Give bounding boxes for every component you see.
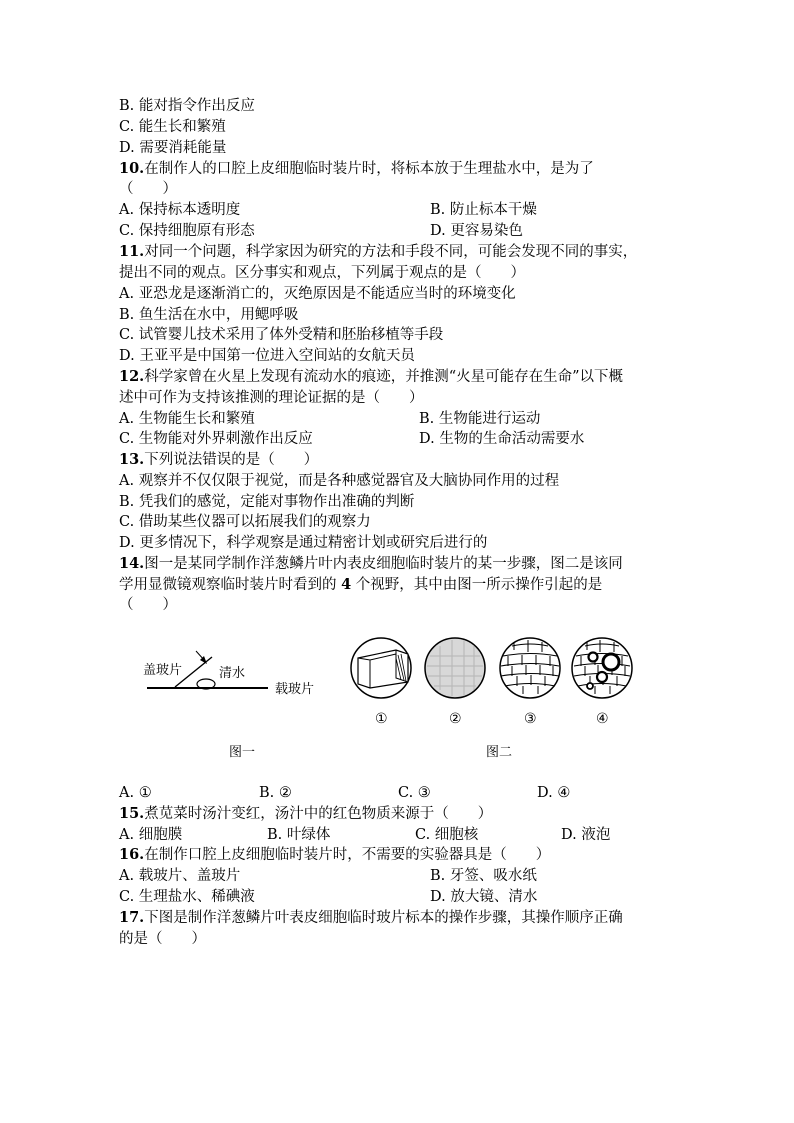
option-a: A. 细胞膜 bbox=[119, 827, 183, 843]
view-circle bbox=[500, 638, 560, 698]
water-label: 清水 bbox=[219, 666, 246, 681]
option-b: B. 防止标本干燥 bbox=[430, 202, 537, 218]
answer-paren: （ ） bbox=[119, 597, 177, 613]
question-text-cont: 的是（ ） bbox=[119, 931, 206, 947]
option-a: A. 亚恐龙是逐渐消亡的，灭绝原因是不能适应当时的环境变化 bbox=[119, 286, 516, 302]
option-a: A. 观察并不仅仅限于视觉，而是各种感觉器官及大脑协同作用的过程 bbox=[119, 473, 560, 489]
q16-options-row1 bbox=[119, 866, 537, 886]
view-circle bbox=[425, 638, 485, 698]
text-part: 学用显微镜观察临时装片时看到的 bbox=[119, 577, 342, 593]
q9-option-b: B. 能对指令作出反应 bbox=[119, 98, 255, 114]
option-d: D. 放大镜、清水 bbox=[430, 889, 538, 905]
option-b: B. ② bbox=[259, 785, 292, 801]
option-c: C. 试管婴儿技术采用了体外受精和胚胎移植等手段 bbox=[119, 327, 444, 343]
option-a: A. 载玻片、盖玻片 bbox=[119, 868, 241, 884]
question-text: 对同一个问题，科学家因为研究的方法和手段不同，可能会发现不同的事实， bbox=[144, 244, 638, 260]
question-text-cont: 述中可作为支持该推测的理论证据的是（ ） bbox=[119, 390, 424, 406]
option-b: B. 生物能进行运动 bbox=[419, 411, 541, 427]
slide-label: 载玻片 bbox=[275, 682, 315, 697]
view-label: ④ bbox=[596, 711, 609, 727]
number-4: 4 bbox=[341, 576, 352, 593]
view-3 bbox=[500, 638, 560, 727]
option-d: D. 生物的生命活动需要水 bbox=[419, 431, 585, 447]
option-b: B. 叶绿体 bbox=[267, 827, 331, 843]
question-number: 12. bbox=[119, 368, 145, 385]
q9-option-c: C. 能生长和繁殖 bbox=[119, 119, 226, 135]
question-number: 14. bbox=[119, 555, 145, 572]
question-number: 10. bbox=[119, 160, 145, 177]
question-text: 下列说法错误的是（ ） bbox=[144, 452, 319, 468]
question-number: 13. bbox=[119, 451, 145, 468]
view-2 bbox=[425, 638, 485, 727]
cover-slip-label: 盖玻片 bbox=[143, 663, 183, 678]
text-part: 个视野，其中由图一所示操作引起的是 bbox=[351, 577, 603, 593]
option-a: A. 生物能生长和繁殖 bbox=[119, 411, 255, 427]
answer-paren: （ ） bbox=[119, 181, 177, 197]
view-label: ② bbox=[449, 711, 462, 727]
air-bubble bbox=[587, 683, 593, 689]
option-a: A. 保持标本透明度 bbox=[119, 202, 241, 218]
q16-options-row2 bbox=[119, 887, 538, 907]
figure-one-diagram bbox=[143, 651, 314, 760]
question-text: 科学家曾在火星上发现有流动水的痕迹，并推测“火星可能存在生命”以下概 bbox=[144, 369, 624, 385]
figure-two-caption: 图二 bbox=[486, 745, 513, 760]
question-number: 16. bbox=[119, 846, 145, 863]
option-c: C. 借助某些仪器可以拓展我们的观察力 bbox=[119, 514, 371, 530]
air-bubble bbox=[597, 672, 607, 682]
view-1 bbox=[351, 638, 411, 727]
q9-option-d: D. 需要消耗能量 bbox=[119, 140, 227, 156]
option-d: D. 王亚平是中国第一位进入空间站的女航天员 bbox=[119, 348, 415, 364]
option-b: B. 鱼生活在水中，用鳃呼吸 bbox=[119, 307, 299, 323]
view-label: ③ bbox=[524, 711, 537, 727]
question-text-cont: 提出不同的观点。区分事实和观点，下列属于观点的是（ ） bbox=[119, 265, 525, 281]
question-text: 图一是某同学制作洋葱鳞片叶内表皮细胞临时装片的某一步骤，图二是该同 bbox=[144, 556, 623, 572]
question-text: 在制作人的口腔上皮细胞临时装片时，将标本放于生理盐水中，是为了 bbox=[144, 161, 594, 177]
question-number: 11. bbox=[119, 243, 145, 260]
option-c: C. 保持细胞原有形态 bbox=[119, 223, 255, 239]
question-15 bbox=[119, 804, 492, 824]
question-number: 15. bbox=[119, 805, 145, 822]
air-bubble bbox=[603, 654, 619, 670]
question-text: 下图是制作洋葱鳞片叶表皮细胞临时玻片标本的操作步骤，其操作顺序正确 bbox=[144, 910, 623, 926]
view-circle bbox=[572, 638, 632, 698]
option-c: C. 生理盐水、稀碘液 bbox=[119, 889, 255, 905]
option-c: C. 细胞核 bbox=[415, 827, 479, 843]
option-d: D. 液泡 bbox=[561, 827, 611, 843]
option-b: B. 凭我们的感觉，定能对事物作出准确的判断 bbox=[119, 494, 415, 510]
question-number: 17. bbox=[119, 909, 145, 926]
option-c: C. ③ bbox=[398, 785, 431, 801]
question-text: 在制作口腔上皮细胞临时装片时，不需要的实验器具是（ ） bbox=[144, 847, 551, 863]
option-b: B. 牙签、吸水纸 bbox=[430, 868, 537, 884]
option-d: D. 更容易染色 bbox=[430, 223, 523, 239]
option-c: C. 生物能对外界刺激作出反应 bbox=[119, 431, 313, 447]
air-bubble bbox=[589, 653, 598, 662]
figure-one-caption: 图一 bbox=[229, 745, 256, 760]
view-label: ① bbox=[375, 711, 388, 727]
question-17 bbox=[119, 908, 623, 928]
view-4 bbox=[572, 638, 632, 727]
question-text: 煮苋菜时汤汁变红，汤汁中的红色物质来源于（ ） bbox=[144, 806, 493, 822]
option-d: D. ④ bbox=[537, 785, 571, 801]
question-16 bbox=[119, 845, 550, 865]
option-d: D. 更多情况下，科学观察是通过精密计划或研究后进行的 bbox=[119, 535, 488, 551]
option-a: A. ① bbox=[119, 785, 152, 801]
